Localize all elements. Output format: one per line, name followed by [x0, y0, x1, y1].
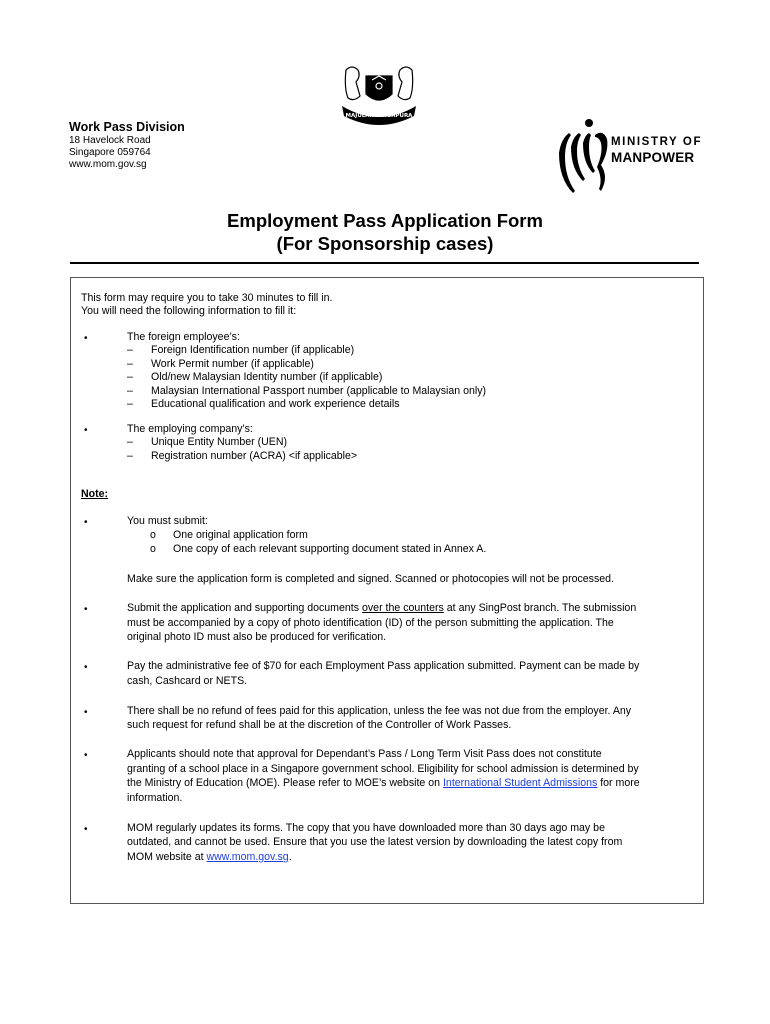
counter-paragraph-line-2: must be accompanied by a copy of photo identification (ID) of the person submitting the application. The [127, 617, 614, 629]
make-sure-text: Make sure the application form is completed and signed. Scanned or photocopies will not be processed. [127, 573, 615, 585]
circle-bullet-icon: o [150, 543, 156, 555]
school-paragraph-line-1: Applicants should note that approval for Dependant’s Pass / Long Term Visit Pass does not constitute [127, 748, 602, 760]
employee-item: Work Permit number (if applicable) [151, 358, 314, 370]
employee-heading: The foreign employee’s: [127, 331, 240, 343]
p1-pre: Submit the application and supporting documents [127, 602, 362, 614]
circle-bullet-icon: o [150, 529, 156, 541]
submit-item: One copy of each relevant supporting document stated in Annex A. [173, 543, 487, 555]
submit-item: One original application form [173, 529, 308, 541]
dash-icon: – [127, 436, 133, 448]
address-line-1: 18 Havelock Road [69, 135, 151, 146]
company-item: Unique Entity Number (UEN) [151, 436, 287, 448]
division-title: Work Pass Division [69, 120, 185, 134]
school-paragraph-line-3 [127, 777, 640, 791]
bullet-icon: • [84, 707, 88, 718]
company-heading: The employing company’s: [127, 423, 253, 435]
dash-icon: – [127, 358, 133, 370]
division-address [69, 120, 185, 171]
refund-paragraph-line-2: such request for refund shall be at the discretion of the Controller of Work Passes. [127, 719, 512, 731]
school-paragraph-line-4: information. [127, 792, 183, 804]
bullet-icon: • [84, 517, 88, 528]
refund-paragraph-line-1: There shall be no refund of fees paid for this application, unless the fee was not due from the employer. Any [127, 705, 632, 717]
p5-post: . [288, 851, 292, 863]
title-divider [70, 262, 699, 264]
title-line-1: Employment Pass Application Form [227, 210, 543, 231]
submit-heading: You must submit: [127, 515, 208, 527]
title-line-2: (For Sponsorship cases) [276, 233, 494, 254]
employee-item: Educational qualification and work experience details [151, 398, 400, 410]
page-title [0, 209, 770, 255]
counter-paragraph-line-3: original photo ID must also be produced for verification. [127, 631, 387, 643]
mom-logo [553, 113, 703, 195]
bullet-icon: • [84, 425, 88, 436]
school-paragraph-line-2: granting of a school place in a Singapore government school. Eligibility for school admission is determined by [127, 763, 639, 775]
dash-icon: – [127, 398, 133, 410]
bullet-icon: • [84, 662, 88, 673]
singapore-crest-icon [336, 62, 422, 130]
p5-pre: MOM website at [127, 851, 207, 863]
dash-icon: – [127, 371, 133, 383]
intro-line-1: This form may require you to take 30 minutes to fill in. [81, 292, 333, 304]
mom-website-link[interactable]: www.mom.gov.sg [206, 851, 289, 863]
international-student-admissions-link[interactable]: International Student Admissions [442, 777, 598, 789]
logo-ministry-of: MINISTRY OF [611, 136, 703, 148]
update-paragraph-line-2: outdated, and cannot be used. Ensure that you use the latest version by downloading the latest copy from [127, 836, 623, 848]
intro-line-2: You will need the following information to fill it: [81, 305, 297, 317]
note-label: Note: [81, 488, 109, 500]
logo-manpower: MANPOWER [611, 150, 695, 165]
bullet-icon: • [84, 333, 88, 344]
fee-paragraph-line-1: Pay the administrative fee of $70 for each Employment Pass application submitted. Payment can be made by [127, 660, 640, 672]
dash-icon: – [127, 385, 133, 397]
dash-icon: – [127, 344, 133, 356]
p1-post: at any SingPost branch. The submission [443, 602, 637, 614]
employee-item: Old/new Malaysian Identity number (if applicable) [151, 371, 383, 383]
bullet-icon: • [84, 604, 88, 615]
update-paragraph-line-1: MOM regularly updates its forms. The copy that you have downloaded more than 30 days ago may be [127, 822, 605, 834]
bullet-icon: • [84, 824, 88, 835]
p4-pre: the Ministry of Education (MOE). Please refer to MOE’s website on [127, 777, 443, 789]
employee-item: Malaysian International Passport number (applicable to Malaysian only) [151, 385, 487, 397]
employee-item: Foreign Identification number (if applicable) [151, 344, 355, 356]
crest-motto: MAJULAH SINGAPURA [345, 113, 413, 119]
company-item: Registration number (ACRA) <if applicable> [151, 450, 358, 462]
bullet-icon: • [84, 750, 88, 761]
counter-paragraph-line-1 [127, 602, 636, 616]
over-counters-text: over the counters [361, 602, 444, 614]
update-paragraph-line-3 [127, 851, 292, 865]
p4-post: for more [597, 777, 640, 789]
website-text: www.mom.gov.sg [69, 159, 147, 170]
address-line-2: Singapore 059764 [69, 147, 151, 158]
dash-icon: – [127, 450, 133, 462]
fee-paragraph-line-2: cash, Cashcard or NETS. [127, 675, 248, 687]
